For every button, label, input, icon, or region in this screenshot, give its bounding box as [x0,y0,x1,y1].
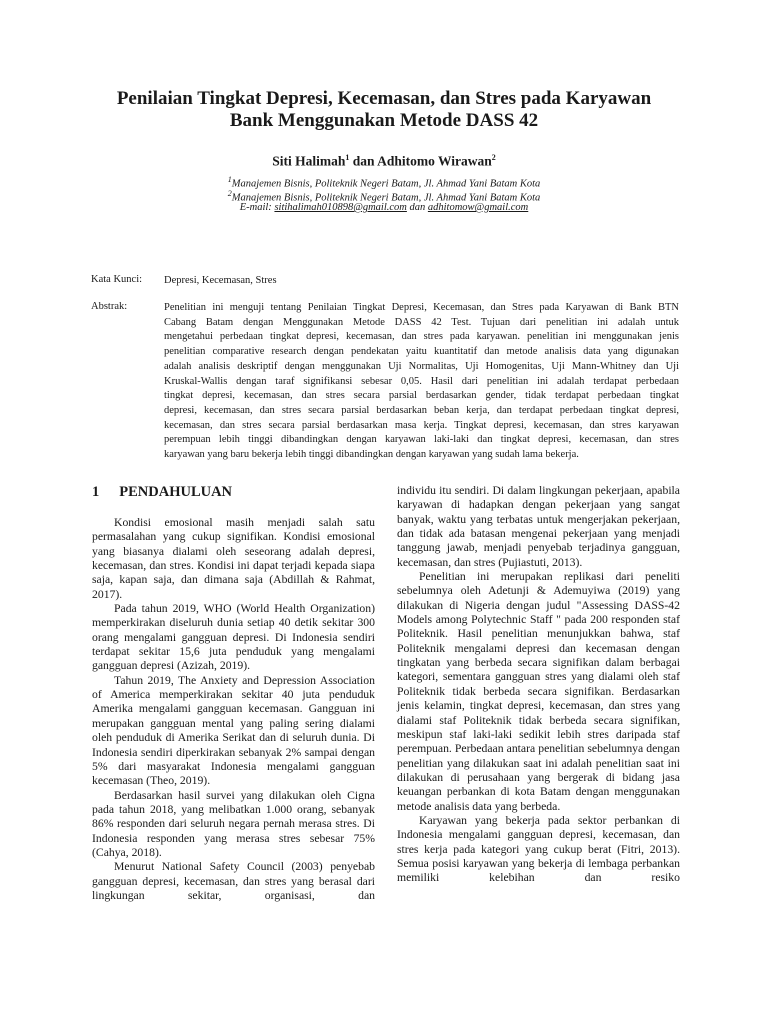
body-paragraph: individu itu sendiri. Di dalam lingkungan pekerjaan, apabila karyawan di hadapkan dengan pekerjaan yang sangat banyak, waktu yang terbatas untuk mengerjakan pekerjaan, dan tidak ada batasan mengenai pekerjaan yang menjadi tanggung jawab, menjadi penyebab terjadinya gangguan, kecemasan, dan stres (Pujiastuti, 2013). [397,484,680,569]
body-paragraph: Karyawan yang bekerja pada sektor perbankan di Indonesia mengalami gangguan depresi, kecemasan, dan stres kerja pada kategori yang cukup berat (Fitri, 2013). Semua posisi karyawan yang bekerja di lembaga perbankan memiliki kelebihan dan resiko [397,813,680,885]
body-paragraph: Berdasarkan hasil survei yang dilakukan oleh Cigna pada tahun 2018, yang melibatkan 1.000 orang, sebanyak 86% responden dari seluruh negara pernah merasa stres. Di Indonesia responden yang merasa stres sebesar 75% (Cahya, 2018). [92,788,375,859]
abstract-line: penelitian comparative research dengan pendekatan yaitu kuantitatif dan metode analisis data yang digunakan [164,346,679,358]
abstract-line: kecemasan, dan stres secara parsial berdasarkan masa kerja. Tingkat depresi, kecemasan, dan stres karyawan [164,419,679,431]
abstract-line: perempuan lebih tinggi dibandingkan dengan karyawan laki-laki dan tingkat depresi, kecemasan, dan stres [164,434,679,446]
body-paragraph: Menurut National Safety Council (2003) penyebab gangguan depresi, kecemasan, dan stres yang berasal dari lingkungan sekitar, organisasi, dan [92,860,375,902]
section-number: 1 [92,484,100,500]
paper-title [60,88,708,132]
author-joiner: dan [349,153,378,169]
section-heading [92,484,232,501]
affiliation-1-text: Manajemen Bisnis, Politeknik Negeri Batam, Jl. Ahmad Yani Batam Kota [231,178,541,190]
abstract-line: mengetahui perbedaan tingkat depresi, kecemasan, dan stres pada karyawan. penelitian ini menggunakan jenis [164,331,679,343]
affiliation-2-mark: 2 [227,189,232,198]
body-paragraph: Penelitian ini merupakan replikasi dari peneliti sebelumnya oleh Adetunji & Ademuyiwa (2019) yang dilakukan di Nigeria dengan judul "Assessing DASS-42 Models among Polytechnic Staff " pada 200 responden staf Politeknik. Hasil penelitian menunjukkan bahwa, staf Politeknik mengalami depresi dan kecemasan dengan tingkatan yang berbeda secara signifikan dalam berbagai kategori, sementara gangguan stres yang dialami oleh staf Politeknik tidak berbeda secara signifikan. Berdasarkan jenis kelamin, tingkat depresi, kecemasan, dan stres yang dialami staf Politeknik tidak berbeda secara signifikan, meskipun staf laki-laki sedikit lebih stres daripada staf perempuan. Perbedaan antara penelitian sebelumnya dengan penelitian yang dilakukan saat ini adalah penelitian saat ini dilakukan di perusahaan yang bergerak di bidang jasa keuangan perbankan di kota Batam dengan menggunakan metode analisis data yang berbeda. [397,570,680,813]
body-paragraph: Pada tahun 2019, WHO (World Health Organization) memperkirakan diseluruh dunia setiap 40 detik sekitar 300 orang mengalami gangguan depresi. Di Indonesia sendiri terdapat sekitar 15,6 juta penduduk yang mengalami gangguan depresi (Azizah, 2019). [92,602,375,673]
abstract-line: adalah analisis deskriptif dengan menggunakan Uji Normalitas, Uji Homogenitas, Uji Mann-Whitney dan Uji [164,360,679,372]
title-line-2: Bank Menggunakan Metode DASS 42 [229,110,539,131]
title-line-1: Penilaian Tingkat Depresi, Kecemasan, dan Stres pada Karyawan [116,88,652,109]
abstract-line: tingkat depresi, kecemasan, dan stres secara parsial berdasarkan gender, tidak terdapat perbedaan tingkat [164,390,679,402]
left-column [92,516,375,903]
author-1: Siti Halimah [272,153,346,169]
right-column [397,484,680,886]
abstract-line: karyawan yang baru bekerja lebih tinggi dibandingkan dengan karyawan yang sudah lama bekerja. [164,449,579,461]
abstract-line: Penelitian ini menguji tentang Penilaian Tingkat Depresi, Kecemasan, dan Stres pada Karyawan di Bank BTN [164,302,679,313]
abstract-body [164,301,679,463]
email-prefix: E-mail: [239,202,275,213]
body-paragraph: Kondisi emosional masih menjadi salah satu permasalahan yang cukup signifikan. Kondisi emosional yang biasanya dialami oleh seseorang adalah depresi, kecemasan, dan stres. Kondisi ini dapat terjadi kepada siapa saja, kapan saja, dan dimana saja (Abdillah & Rahmat, 2017). [92,516,375,601]
author-1-affil-mark: 1 [345,153,350,162]
keywords-label: Kata Kunci: [91,274,143,285]
author-2-affil-mark: 2 [491,153,496,162]
email-link-2[interactable]: adhitomow@gmail.com [427,202,529,213]
section-title: PENDAHULUAN [119,484,233,500]
keywords-value: Depresi, Kecemasan, Stres [164,275,277,286]
abstract-line: depresi, kecemasan, dan stres secara parsial berdasarkan beban kerja, dan terdapat perbedaan tingkat depresi, [164,404,679,416]
author-list [60,153,708,170]
affiliation-2-text: Manajemen Bisnis, Politeknik Negeri Batam, Jl. Ahmad Yani Batam Kota [231,192,541,204]
email-line [60,201,708,215]
body-paragraph: Tahun 2019, The Anxiety and Depression Association of America memperkirakan sekitar 40 juta penduduk Amerika mengalami gangguan kecemasan. Gangguan ini merupakan gangguan mental yang paling sering dialami oleh penduduk di Amerika Serikat dan di seluruh dunia. Di Indonesia sendiri diperkirakan sebanyak 2% sampai dengan 5% dari masyarakat Indonesia mengalami gangguan kecemasan (Theo, 2019). [92,673,375,788]
email-joiner: dan [406,202,428,213]
abstract-line: Kruskal-Wallis dengan taraf signifikansi sebesar 0,05. Hasil dari penelitian ini adalah terdapat perbedaan [164,375,679,387]
author-2: Adhitomo Wirawan [377,153,492,169]
abstract-line: Cabang Batam dengan Menggunakan Metode DASS 42 Test. Tujuan dari penelitian ini adalah untuk [164,316,679,328]
affiliation-1-mark: 1 [227,175,232,184]
abstract-label: Abstrak: [91,301,128,312]
email-link-1[interactable]: sitihalimah010898@gmail.com [274,202,407,213]
